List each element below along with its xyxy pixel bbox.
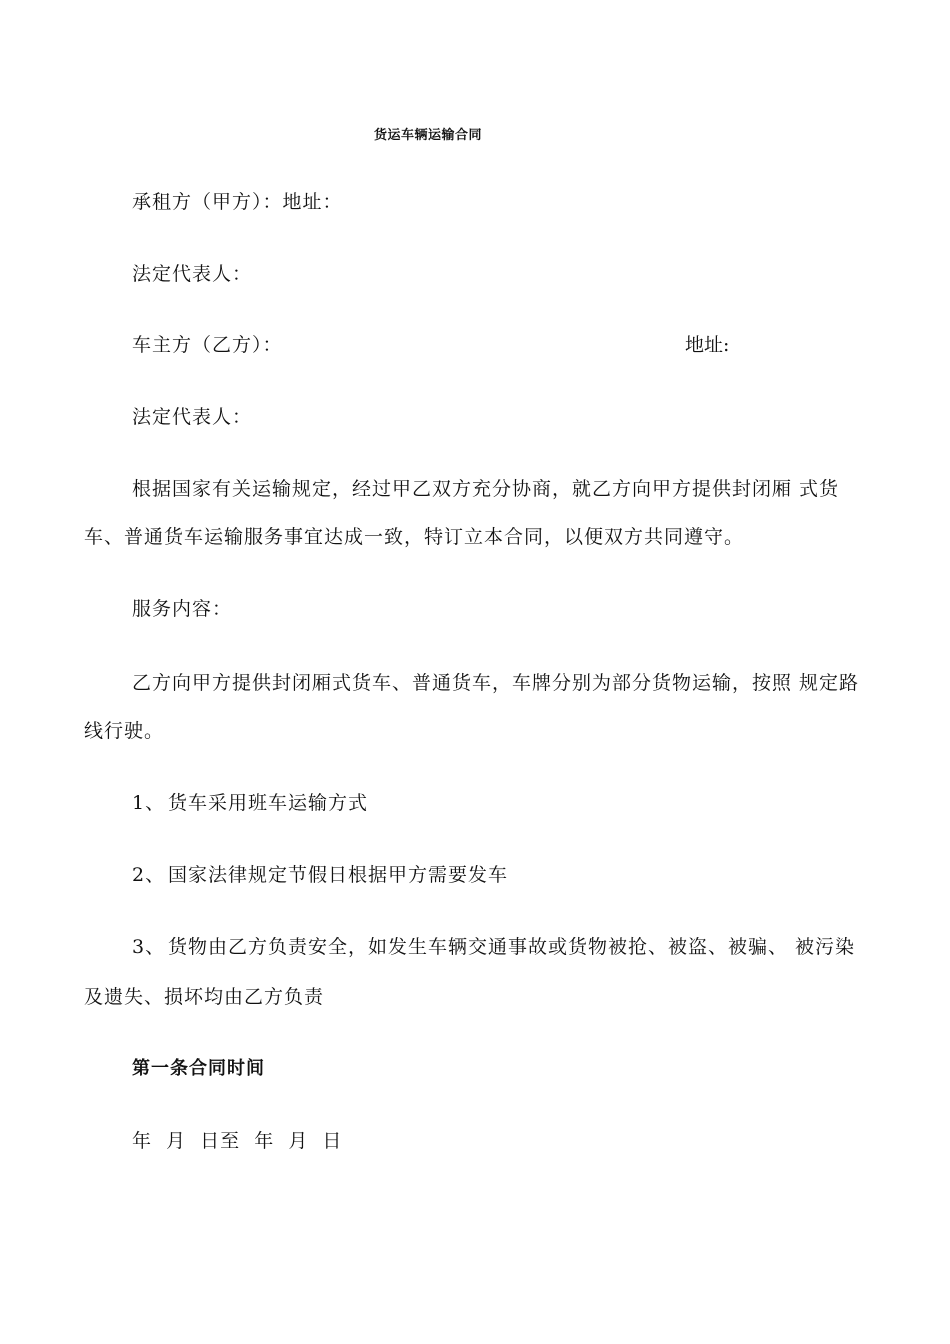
preamble-line-1: 根据国家有关运输规定，经过甲乙双方充分协商，就乙方向甲方提供封闭厢 式货 (132, 478, 840, 500)
list-item-text: 货车采用班车运输方式 (168, 792, 369, 814)
party-b-address-label: 地址: (685, 334, 730, 356)
preamble-line-2: 车、普通货车运输服务事宜达成一致，特订立本合同，以便双方共同遵守。 (84, 526, 745, 548)
article-1-dates: 年 月 日至 年 月 日 (132, 1130, 343, 1152)
service-line-1: 乙方向甲方提供封闭厢式货车、普通货车，车牌分别为部分货物运输，按照 规定路 (132, 672, 860, 694)
list-item-number: 1、 (132, 792, 166, 814)
service-heading: 服务内容： (132, 598, 233, 620)
party-b-representative: 法定代表人： (132, 406, 253, 428)
list-item-continuation: 及遗失、损坏均由乙方负责 (84, 986, 325, 1008)
list-item (132, 791, 368, 815)
party-b-label: 车主方（乙方）： (132, 334, 283, 356)
party-a-line: 承租方（甲方）：地址： (132, 191, 343, 213)
list-item-number: 3、 (132, 936, 166, 958)
list-item (132, 863, 508, 887)
list-item (132, 935, 855, 959)
service-line-2: 线行驶。 (84, 720, 165, 742)
list-item-text: 货物由乙方负责安全，如发生车辆交通事故或货物被抢、被盗、被骗、 被污染 (168, 936, 856, 958)
article-1-heading: 第一条合同时间 (132, 1058, 265, 1079)
party-a-representative: 法定代表人： (132, 263, 253, 285)
document-title: 货运车辆运输合同 (373, 128, 482, 143)
list-item-number: 2、 (132, 864, 166, 886)
list-item-text: 国家法律规定节假日根据甲方需要发车 (168, 864, 509, 886)
